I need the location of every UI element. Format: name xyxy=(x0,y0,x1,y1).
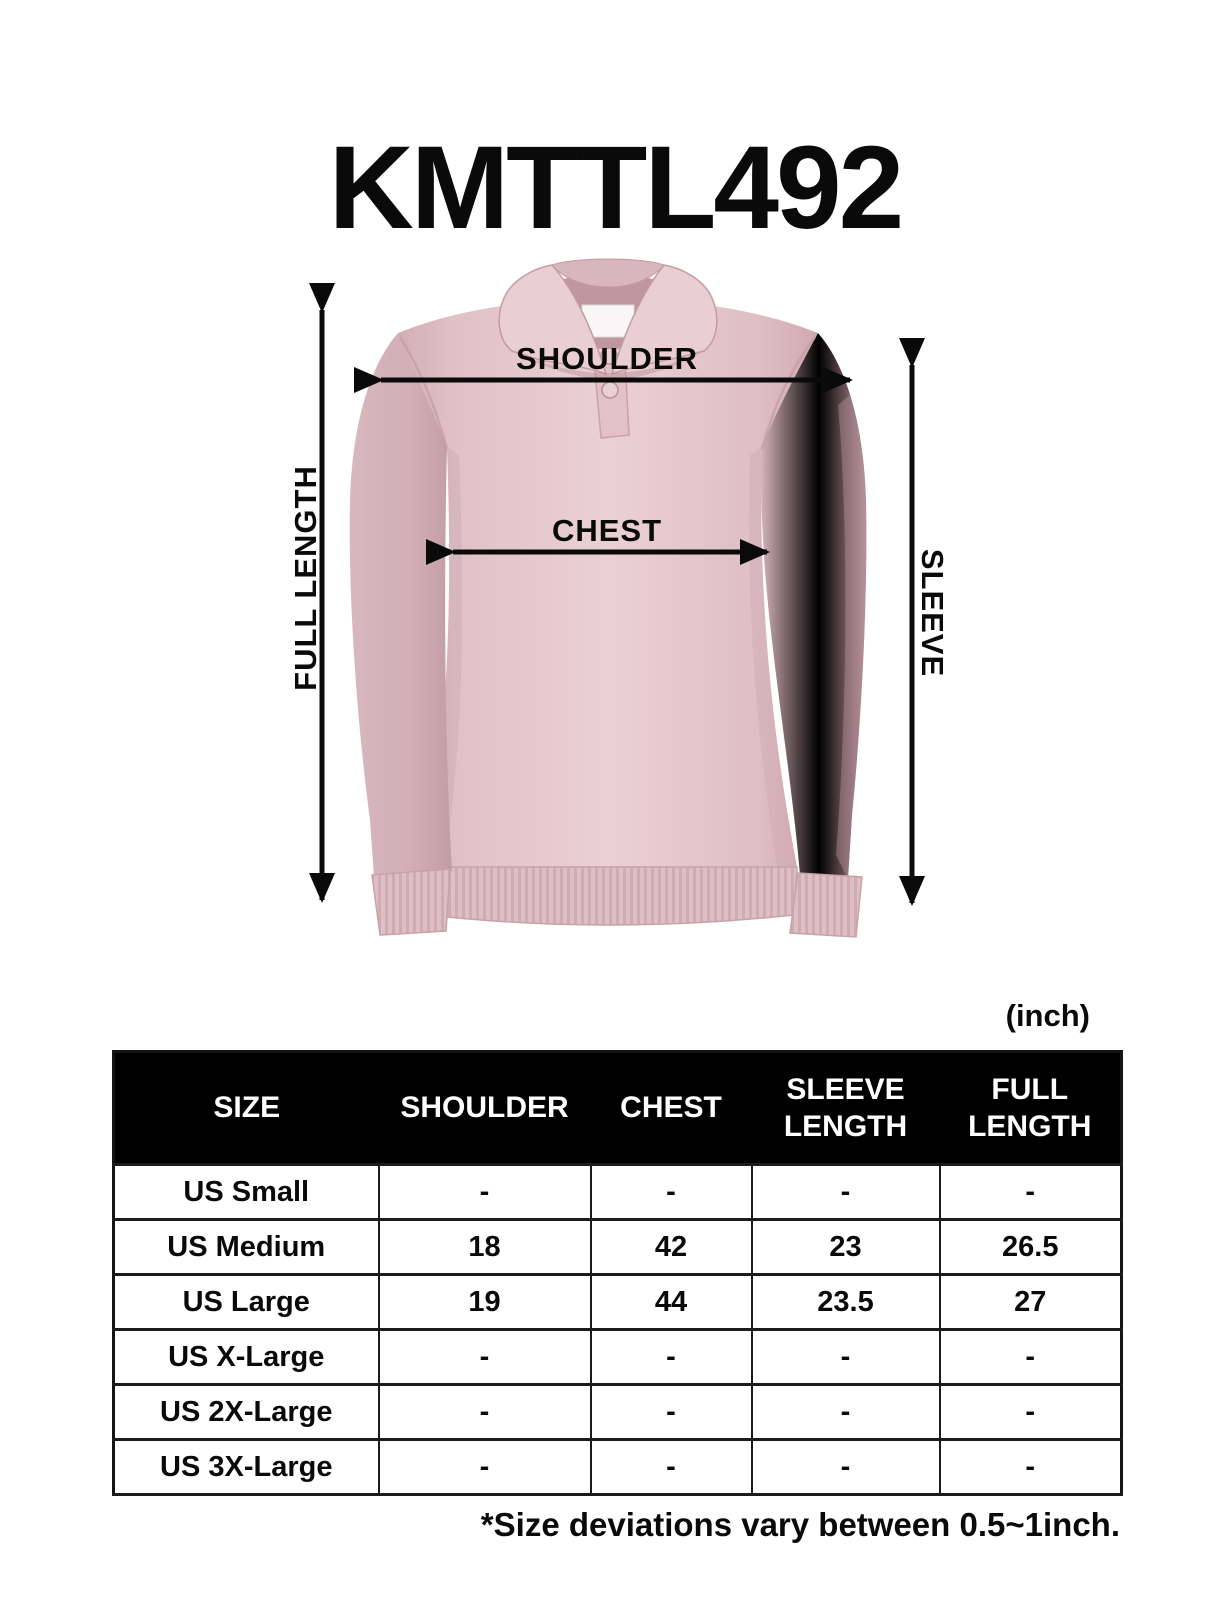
header-full-length: FULL LENGTH xyxy=(940,1052,1122,1165)
value-cell: - xyxy=(940,1440,1122,1495)
value-cell: 44 xyxy=(591,1275,752,1330)
right-cuff xyxy=(790,873,862,937)
sleeve-measure-label: SLEEVE xyxy=(915,548,950,678)
value-cell: - xyxy=(379,1385,591,1440)
size-table xyxy=(112,1050,1123,1496)
shoulder-measure-label: SHOULDER xyxy=(516,341,698,376)
value-cell: - xyxy=(940,1385,1122,1440)
value-cell: - xyxy=(940,1330,1122,1385)
value-cell: - xyxy=(591,1165,752,1220)
value-cell: 19 xyxy=(379,1275,591,1330)
value-cell: - xyxy=(940,1165,1122,1220)
value-cell: 23 xyxy=(752,1220,940,1275)
value-cell: - xyxy=(379,1165,591,1220)
value-cell: - xyxy=(591,1330,752,1385)
size-row-us-3x-large xyxy=(114,1440,1122,1495)
header-shoulder: SHOULDER xyxy=(379,1052,591,1165)
size-row-us-large xyxy=(114,1275,1122,1330)
size-row-us-small xyxy=(114,1165,1122,1220)
page-title: KMTTL492 xyxy=(328,122,902,255)
header-size: SIZE xyxy=(114,1052,379,1165)
garment-measurement-diagram xyxy=(0,255,1230,955)
full-length-measure-label: FULL LENGTH xyxy=(288,465,323,691)
size-cell: US X-Large xyxy=(114,1330,379,1385)
chest-measure-label: CHEST xyxy=(551,513,663,548)
size-cell: US Large xyxy=(114,1275,379,1330)
garment-diagram-svg xyxy=(0,255,1230,955)
unit-label: (inch) xyxy=(1005,998,1090,1033)
size-row-us-x-large xyxy=(114,1330,1122,1385)
value-cell: 26.5 xyxy=(940,1220,1122,1275)
size-row-us-medium xyxy=(114,1220,1122,1275)
hem-ribbing xyxy=(424,867,797,925)
size-cell: US Small xyxy=(114,1165,379,1220)
size-cell: US Medium xyxy=(114,1220,379,1275)
value-cell: - xyxy=(591,1385,752,1440)
size-deviation-note: *Size deviations vary between 0.5~1inch. xyxy=(480,1506,1120,1543)
value-cell: - xyxy=(752,1165,940,1220)
left-cuff xyxy=(372,869,450,935)
value-cell: - xyxy=(752,1385,940,1440)
value-cell: 18 xyxy=(379,1220,591,1275)
header-sleeve-length: SLEEVE LENGTH xyxy=(752,1052,940,1165)
size-cell: US 2X-Large xyxy=(114,1385,379,1440)
value-cell: - xyxy=(379,1330,591,1385)
value-cell: - xyxy=(591,1440,752,1495)
value-cell: - xyxy=(752,1440,940,1495)
size-cell: US 3X-Large xyxy=(114,1440,379,1495)
size-table-header xyxy=(114,1052,1122,1165)
size-row-us-2x-large xyxy=(114,1385,1122,1440)
value-cell: - xyxy=(379,1440,591,1495)
value-cell: 27 xyxy=(940,1275,1122,1330)
value-cell: - xyxy=(752,1330,940,1385)
bottom-button xyxy=(602,382,618,398)
value-cell: 42 xyxy=(591,1220,752,1275)
value-cell: 23.5 xyxy=(752,1275,940,1330)
header-chest: CHEST xyxy=(591,1052,752,1165)
